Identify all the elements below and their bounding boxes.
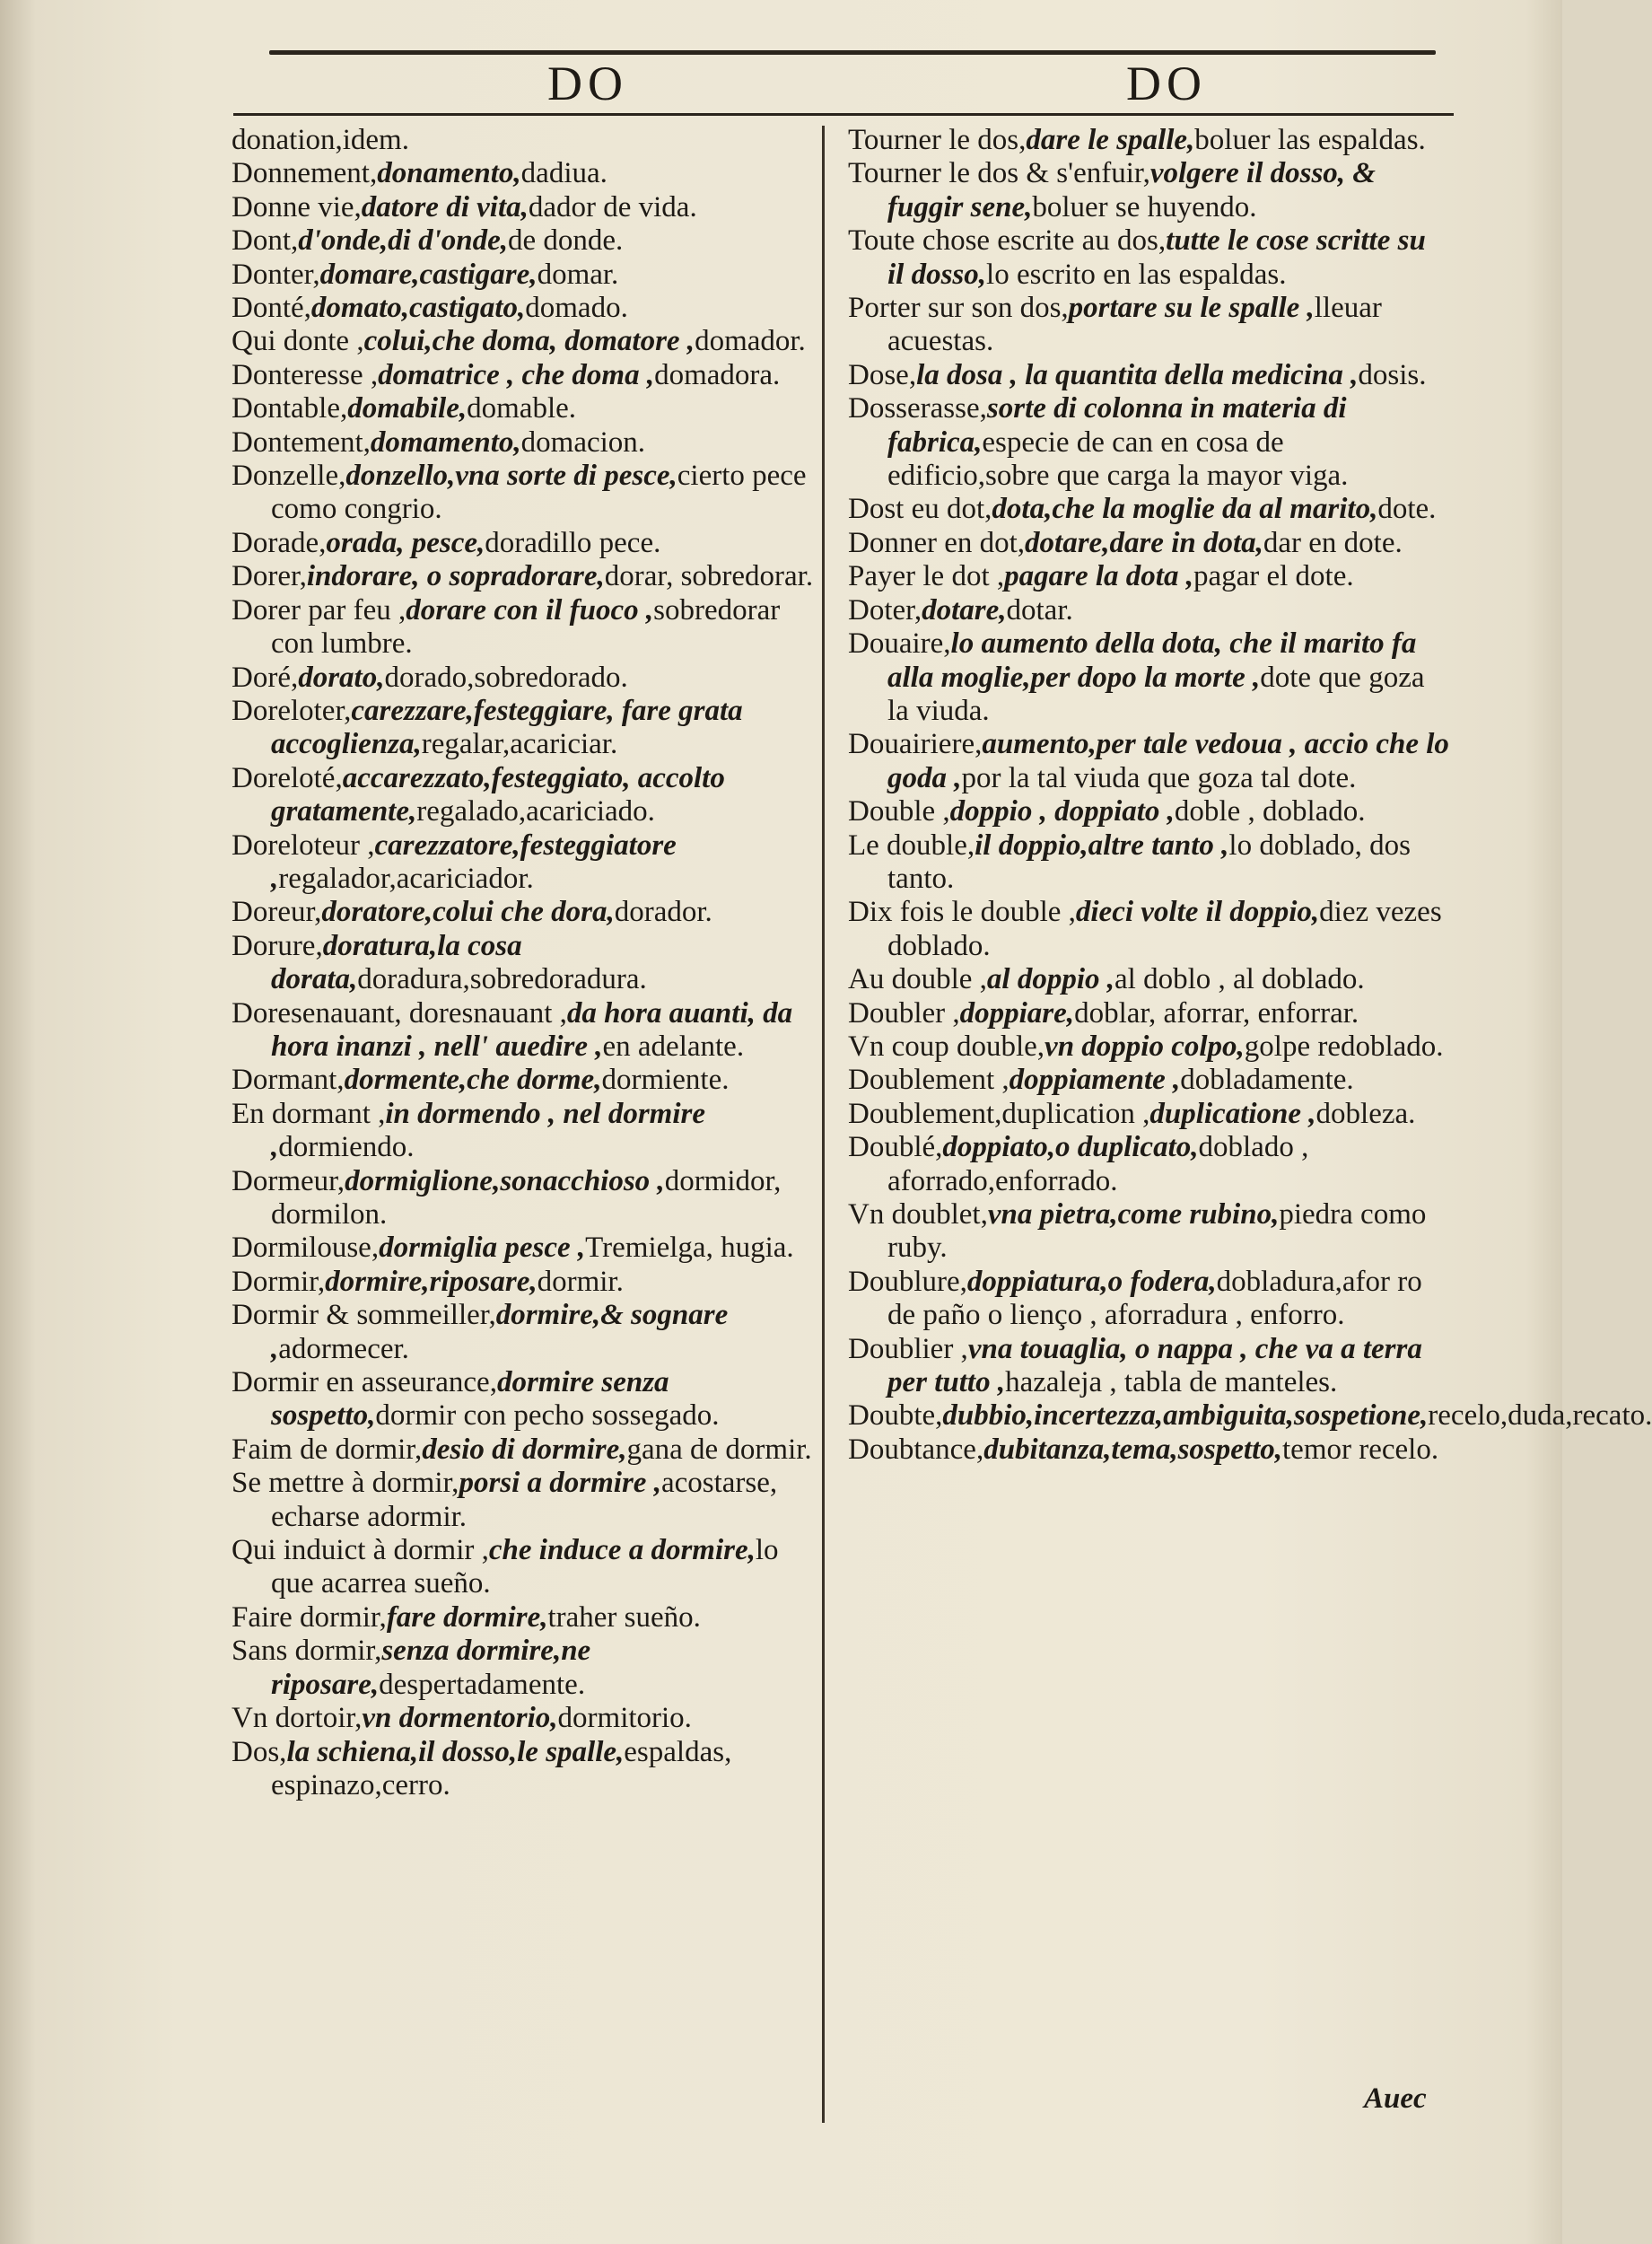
header-rule bbox=[233, 113, 1454, 116]
dictionary-entry bbox=[232, 1635, 819, 1702]
entry-spanish: dormitorio. bbox=[557, 1702, 692, 1735]
entry-italian: domabile, bbox=[347, 392, 468, 425]
entry-headword: Dos, bbox=[232, 1735, 287, 1768]
entry-italian: pagare la dota , bbox=[1004, 560, 1193, 593]
dictionary-entry bbox=[232, 1165, 819, 1232]
dictionary-entry bbox=[232, 896, 819, 929]
entry-spanish: de donde. bbox=[508, 224, 624, 258]
entry-spanish: golpe redoblado. bbox=[1244, 1030, 1444, 1063]
entry-italian: tutte le cose scritte su il dosso, bbox=[887, 224, 1426, 291]
entry-spanish: dote que goza la viuda. bbox=[887, 661, 1425, 727]
entry-spanish: dador de vida. bbox=[528, 190, 697, 224]
entry-spanish: dosis. bbox=[1358, 358, 1427, 391]
entry-spanish: domacion. bbox=[520, 425, 646, 459]
running-head-left: DO bbox=[547, 57, 628, 110]
dictionary-entry bbox=[848, 728, 1449, 795]
entry-spanish: cierto pece como congrio. bbox=[271, 460, 807, 526]
entry-headword: Dorer, bbox=[232, 560, 307, 593]
catchword: Auec bbox=[1364, 2082, 1427, 2115]
dictionary-entry bbox=[848, 1064, 1449, 1097]
entry-italian: porsi a dormire , bbox=[459, 1467, 661, 1500]
entry-italian: dota,che la moglie da al marito, bbox=[992, 493, 1378, 526]
entry-spanish: traher sueño. bbox=[547, 1600, 701, 1634]
entry-italian: la schiena,il dosso,le spalle, bbox=[286, 1735, 625, 1768]
dictionary-entry bbox=[232, 930, 819, 997]
entry-headword: Douairiere, bbox=[848, 728, 983, 761]
entry-headword: Qui induict à dormir , bbox=[232, 1534, 489, 1567]
entry-italian: domatrice , che doma , bbox=[378, 358, 655, 391]
entry-headword: Vn dortoir, bbox=[232, 1702, 363, 1735]
entry-spanish: domador. bbox=[695, 325, 806, 358]
entry-italian: senza dormire,ne riposare, bbox=[271, 1635, 591, 1701]
entry-spanish: dobladura,afor ro de paño o lienço , aforradura , enforro. bbox=[887, 1265, 1422, 1332]
entry-italian: doratore,colui che dora, bbox=[321, 896, 615, 929]
entry-headword: Sans dormir, bbox=[232, 1635, 382, 1668]
dictionary-entry bbox=[232, 662, 819, 695]
entry-headword: Doré, bbox=[232, 661, 299, 694]
entry-headword: Dormir, bbox=[232, 1265, 326, 1298]
entry-headword: Tourner le dos & s'enfuir, bbox=[848, 157, 1150, 190]
entry-headword: Dont, bbox=[232, 224, 299, 258]
entry-italian: doratura,la cosa dorata, bbox=[271, 929, 522, 996]
entry-italian: d'onde,di d'onde, bbox=[298, 224, 509, 258]
entry-headword: Doreloter, bbox=[232, 694, 352, 727]
entry-spanish: dobleza. bbox=[1315, 1097, 1416, 1130]
entry-spanish: dorar, sobredorar. bbox=[604, 560, 814, 593]
dictionary-entry bbox=[848, 359, 1449, 392]
entry-italian: donamento, bbox=[377, 157, 521, 190]
dictionary-entry bbox=[232, 527, 819, 560]
entry-headword: Douaire, bbox=[848, 627, 951, 661]
entry-headword: Tourner le dos, bbox=[848, 124, 1027, 156]
dictionary-entry bbox=[232, 1366, 819, 1433]
entry-italian: portare su le spalle , bbox=[1068, 292, 1315, 325]
dictionary-entry bbox=[232, 124, 819, 157]
entry-headword: Doublier , bbox=[848, 1332, 968, 1365]
entry-italian: che induce a dormire, bbox=[488, 1534, 756, 1567]
dictionary-entry bbox=[232, 1266, 819, 1299]
dictionary-entry bbox=[232, 325, 819, 358]
entry-italian: sorte di colonna in materia di fabrica, bbox=[887, 392, 1347, 459]
dictionary-entry bbox=[848, 292, 1449, 359]
entry-italian: aumento,per tale vedoua , accio che lo goda , bbox=[887, 728, 1449, 794]
entry-headword: Doublement,duplication , bbox=[848, 1097, 1150, 1130]
entry-headword: Porter sur son dos, bbox=[848, 292, 1069, 325]
entry-italian: al doppio , bbox=[986, 963, 1114, 996]
entry-headword: Donzelle, bbox=[232, 460, 346, 493]
entry-spanish: doble , doblado. bbox=[1174, 795, 1366, 828]
dictionary-entry bbox=[848, 1266, 1449, 1333]
entry-spanish: pagar el dote. bbox=[1193, 560, 1354, 593]
dictionary-entry bbox=[232, 1064, 819, 1097]
entry-spanish: lo que acarrea sueño. bbox=[271, 1534, 779, 1600]
entry-italian: dieci volte il doppio, bbox=[1075, 896, 1320, 929]
entry-italian: domato,castigato, bbox=[310, 292, 526, 325]
dictionary-entry bbox=[232, 191, 819, 224]
entry-headword: Doter, bbox=[848, 593, 922, 627]
entry-headword: Donne vie, bbox=[232, 190, 362, 224]
entry-italian: dubbio,incertezza,ambiguita,sospetione, bbox=[942, 1399, 1429, 1433]
entry-italian: dorare con il fuoco , bbox=[406, 593, 654, 627]
entry-italian: vn dormentorio, bbox=[362, 1702, 558, 1735]
entry-spanish: en adelante. bbox=[602, 1030, 745, 1063]
entry-headword: Faim de dormir, bbox=[232, 1433, 423, 1466]
top-rule bbox=[269, 50, 1436, 55]
entry-italian: dormire,& sognare , bbox=[271, 1299, 729, 1365]
dictionary-entry bbox=[232, 1467, 819, 1534]
dictionary-entry bbox=[232, 829, 819, 897]
entry-spanish: piedra como ruby. bbox=[887, 1198, 1427, 1265]
entry-headword: Doreur, bbox=[232, 896, 322, 929]
entry-spanish: doblado , aforrado,enforrado. bbox=[887, 1131, 1309, 1197]
entry-headword: Payer le dot , bbox=[848, 560, 1005, 593]
dictionary-entry bbox=[232, 1433, 819, 1467]
entry-spanish: dorado,sobredorado. bbox=[384, 661, 628, 694]
dictionary-entry bbox=[848, 1333, 1449, 1400]
dictionary-entry bbox=[848, 157, 1449, 224]
entry-spanish: dote. bbox=[1377, 493, 1437, 526]
entry-spanish: Tremielga, hugia. bbox=[585, 1232, 794, 1265]
entry-italian: indorare, o sopradorare, bbox=[306, 560, 605, 593]
entry-italian: dorato, bbox=[298, 661, 385, 694]
entry-italian: in dormendo , nel dormire , bbox=[271, 1097, 706, 1164]
entry-headword: donation,idem. bbox=[232, 124, 409, 156]
entry-spanish: domable. bbox=[467, 392, 577, 425]
entry-spanish: doradura,sobredoradura. bbox=[357, 963, 647, 996]
entry-spanish: adormecer. bbox=[278, 1332, 409, 1365]
entry-italian: dare le spalle, bbox=[1026, 124, 1195, 156]
entry-italian: colui,che doma, domatore , bbox=[363, 325, 695, 358]
entry-spanish: dormir con pecho sossegado. bbox=[375, 1399, 720, 1433]
entry-headword: Donnement, bbox=[232, 157, 378, 190]
entry-spanish: dadiua. bbox=[520, 157, 607, 190]
entry-headword: Doresenauant, doresnauant , bbox=[232, 996, 567, 1030]
entry-italian: la dosa , la quantita della medicina , bbox=[916, 358, 1359, 391]
dictionary-entry bbox=[232, 359, 819, 392]
dictionary-entry bbox=[232, 157, 819, 190]
dictionary-entry bbox=[848, 627, 1449, 728]
entry-headword: Doreloté, bbox=[232, 761, 343, 794]
entry-headword: Dormilouse, bbox=[232, 1232, 380, 1265]
dictionary-entry bbox=[848, 124, 1449, 157]
entry-headword: Donteresse , bbox=[232, 358, 379, 391]
entry-headword: Doublé, bbox=[848, 1131, 943, 1164]
entry-headword: Dose, bbox=[848, 358, 917, 391]
entry-italian: vna pietra,come rubino, bbox=[987, 1198, 1280, 1231]
column-divider bbox=[822, 126, 825, 2123]
entry-spanish: dormiendo. bbox=[278, 1131, 415, 1164]
entry-headword: Dontement, bbox=[232, 425, 371, 459]
entry-headword: Qui donte , bbox=[232, 325, 364, 358]
entry-italian: dormire,riposare, bbox=[325, 1265, 538, 1298]
dictionary-entry bbox=[848, 224, 1449, 292]
dictionary-entry bbox=[848, 795, 1449, 828]
entry-headword: Vn coup double, bbox=[848, 1030, 1045, 1063]
right-column bbox=[848, 124, 1652, 1467]
entry-headword: Double , bbox=[848, 795, 950, 828]
entry-italian: dormire senza sospetto, bbox=[271, 1366, 669, 1433]
entry-spanish: sobredorar con lumbre. bbox=[271, 593, 781, 661]
entry-headword: Vn doublet, bbox=[848, 1198, 988, 1231]
entry-spanish: espaldas, espinazo,cerro. bbox=[271, 1735, 732, 1801]
entry-headword: Dost eu dot, bbox=[848, 493, 992, 526]
entry-headword: Doubte, bbox=[848, 1399, 943, 1433]
entry-headword: Au double , bbox=[848, 963, 987, 996]
entry-italian: doppiatura,o fodera, bbox=[966, 1265, 1217, 1298]
dictionary-entry bbox=[232, 762, 819, 829]
entry-spanish: hazaleja , tabla de manteles. bbox=[1005, 1366, 1338, 1399]
entry-spanish: al doblo , al doblado. bbox=[1114, 963, 1365, 996]
dictionary-entry bbox=[232, 1098, 819, 1165]
entry-spanish: regalado,acariciado. bbox=[416, 795, 655, 828]
entry-headword: Doublement , bbox=[848, 1064, 1010, 1097]
entry-spanish: regalador,acariciador. bbox=[278, 862, 534, 895]
dictionary-entry bbox=[232, 594, 819, 662]
entry-headword: Dontable, bbox=[232, 392, 348, 425]
entry-spanish: diez vezes doblado. bbox=[887, 896, 1442, 962]
entry-headword: Dix fois le double , bbox=[848, 896, 1076, 929]
dictionary-entry bbox=[848, 560, 1449, 593]
entry-spanish: dotar. bbox=[1006, 593, 1073, 627]
entry-spanish: regalar,acariciar. bbox=[421, 728, 618, 761]
entry-headword: Dormant, bbox=[232, 1064, 345, 1097]
entry-spanish: lo escrito en las espaldas. bbox=[986, 258, 1287, 291]
entry-headword: Dormir & sommeiller, bbox=[232, 1299, 496, 1332]
entry-italian: dormiglione,sonacchioso , bbox=[345, 1164, 665, 1197]
entry-spanish: domar. bbox=[537, 258, 619, 291]
entry-italian: vna touaglia, o nappa , che va a terra per tutto , bbox=[887, 1332, 1422, 1399]
dictionary-entry bbox=[232, 560, 819, 593]
entry-italian: orada, pesce, bbox=[326, 526, 485, 559]
entry-spanish: domado. bbox=[525, 292, 628, 325]
dictionary-entry bbox=[848, 829, 1449, 897]
dictionary-entry bbox=[848, 392, 1449, 493]
dictionary-entry bbox=[848, 1098, 1449, 1131]
entry-italian: datore di vita, bbox=[361, 190, 529, 224]
dictionary-entry bbox=[848, 896, 1449, 963]
entry-spanish: dobladamente. bbox=[1180, 1064, 1354, 1097]
dictionary-entry bbox=[848, 1399, 1652, 1433]
dictionary-entry bbox=[232, 224, 819, 258]
entry-italian: doppiare, bbox=[959, 996, 1075, 1030]
entry-spanish: lleuar acuestas. bbox=[887, 292, 1382, 358]
entry-headword: En dormant , bbox=[232, 1097, 386, 1130]
running-head-right: DO bbox=[1126, 57, 1207, 110]
entry-headword: Le double, bbox=[848, 828, 975, 862]
dictionary-entry bbox=[848, 1030, 1449, 1064]
entry-headword: Dosserasse, bbox=[848, 392, 987, 425]
dictionary-entry bbox=[232, 1299, 819, 1366]
entry-spanish: lo doblado, dos tanto. bbox=[887, 828, 1411, 895]
entry-italian: dormiglia pesce , bbox=[379, 1232, 586, 1265]
entry-italian: da hora auanti, da hora inanzi , nell' auedire , bbox=[271, 996, 793, 1063]
dictionary-entry bbox=[232, 392, 819, 425]
entry-headword: Toute chose escrite au dos, bbox=[848, 224, 1167, 258]
entry-italian: carezzatore,festeggiatore , bbox=[271, 828, 677, 895]
dictionary-entry bbox=[848, 997, 1449, 1030]
dictionary-entry bbox=[848, 493, 1449, 526]
entry-headword: Donner en dot, bbox=[848, 526, 1026, 559]
entry-headword: Dorer par feu , bbox=[232, 593, 406, 627]
entry-italian: dotare,dare in dota, bbox=[1025, 526, 1263, 559]
entry-spanish: dormidor, dormilon. bbox=[271, 1164, 782, 1231]
entry-italian: lo aumento della dota, che il marito fa alla moglie,per dopo la morte , bbox=[887, 627, 1417, 694]
dictionary-entry bbox=[232, 695, 819, 762]
entry-spanish: recelo,duda,recato. bbox=[1428, 1399, 1652, 1433]
entry-spanish: domadora. bbox=[654, 358, 781, 391]
dictionary-entry bbox=[232, 1736, 819, 1803]
dictionary-entry bbox=[232, 259, 819, 292]
dictionary-entry bbox=[848, 1131, 1449, 1198]
dictionary-entry bbox=[232, 1702, 819, 1735]
entry-spanish: dar en dote. bbox=[1263, 526, 1403, 559]
entry-italian: accarezzato,festeggiato, accolto gratamente, bbox=[271, 761, 725, 828]
entry-headword: Dorure, bbox=[232, 929, 323, 962]
dictionary-entry bbox=[232, 1232, 819, 1265]
entry-italian: dubitanza,tema,sospetto, bbox=[983, 1433, 1282, 1466]
entry-italian: fare dormire, bbox=[386, 1600, 548, 1634]
dictionary-entry bbox=[848, 1433, 1449, 1467]
entry-headword: Dormir en asseurance, bbox=[232, 1366, 497, 1399]
entry-headword: Dorade, bbox=[232, 526, 327, 559]
entry-spanish: por la tal viuda que goza tal dote. bbox=[961, 761, 1357, 794]
entry-spanish: doradillo pece. bbox=[485, 526, 661, 559]
entry-spanish: boluer las espaldas. bbox=[1194, 124, 1426, 156]
entry-headword: Doubler , bbox=[848, 996, 960, 1030]
left-column bbox=[232, 124, 819, 1802]
dictionary-entry bbox=[848, 963, 1449, 996]
entry-spanish: dorador. bbox=[614, 896, 712, 929]
entry-spanish: gana de dormir. bbox=[626, 1433, 812, 1466]
entry-italian: il doppio,altre tanto , bbox=[975, 828, 1229, 862]
entry-italian: vn doppio colpo, bbox=[1045, 1030, 1245, 1063]
dictionary-entry bbox=[232, 460, 819, 527]
entry-italian: desio di dormire, bbox=[422, 1433, 627, 1466]
entry-headword: Doublure, bbox=[848, 1265, 967, 1298]
entry-spanish: acostarse, echarse adormir. bbox=[271, 1467, 778, 1533]
entry-headword: Se mettre à dormir, bbox=[232, 1467, 459, 1500]
entry-italian: volgere il dosso, & fuggir sene, bbox=[887, 157, 1376, 224]
entry-spanish: despertadamente. bbox=[379, 1668, 586, 1701]
entry-italian: doppio , doppiato , bbox=[949, 795, 1175, 828]
entry-italian: duplicatione , bbox=[1149, 1097, 1316, 1130]
dictionary-entry bbox=[848, 1198, 1449, 1266]
entry-italian: domamento, bbox=[370, 425, 521, 459]
entry-headword: Dormeur, bbox=[232, 1164, 345, 1197]
dictionary-entry bbox=[232, 292, 819, 325]
dictionary-entry bbox=[232, 1534, 819, 1601]
dictionary-entry bbox=[232, 1601, 819, 1635]
dictionary-entry bbox=[848, 594, 1449, 627]
dictionary-entry bbox=[848, 527, 1449, 560]
entry-italian: donzello,vna sorte di pesce, bbox=[345, 460, 677, 493]
entry-headword: Faire dormir, bbox=[232, 1600, 387, 1634]
entry-spanish: especie de can en cosa de edificio,sobre que carga la mayor viga. bbox=[887, 425, 1349, 493]
entry-italian: doppiato,o duplicato, bbox=[942, 1131, 1199, 1164]
entry-spanish: boluer se huyendo. bbox=[1032, 190, 1257, 224]
entry-headword: Donter, bbox=[232, 258, 320, 291]
entry-italian: dotare, bbox=[922, 593, 1007, 627]
entry-italian: domare,castigare, bbox=[319, 258, 538, 291]
entry-italian: doppiamente , bbox=[1009, 1064, 1181, 1097]
entry-headword: Doubtance, bbox=[848, 1433, 984, 1466]
dictionary-entry bbox=[232, 997, 819, 1065]
entry-italian: dormente,che dorme, bbox=[344, 1064, 602, 1097]
entry-headword: Donté, bbox=[232, 292, 311, 325]
entry-spanish: dormir. bbox=[537, 1265, 624, 1298]
entry-spanish: doblar, aforrar, enforrar. bbox=[1074, 996, 1359, 1030]
entry-spanish: dormiente. bbox=[601, 1064, 730, 1097]
entry-italian: carezzare,festeggiare, fare grata accoglienza, bbox=[271, 694, 743, 761]
entry-headword: Doreloteur , bbox=[232, 828, 375, 862]
entry-spanish: temor recelo. bbox=[1282, 1433, 1439, 1466]
dictionary-entry bbox=[232, 426, 819, 460]
